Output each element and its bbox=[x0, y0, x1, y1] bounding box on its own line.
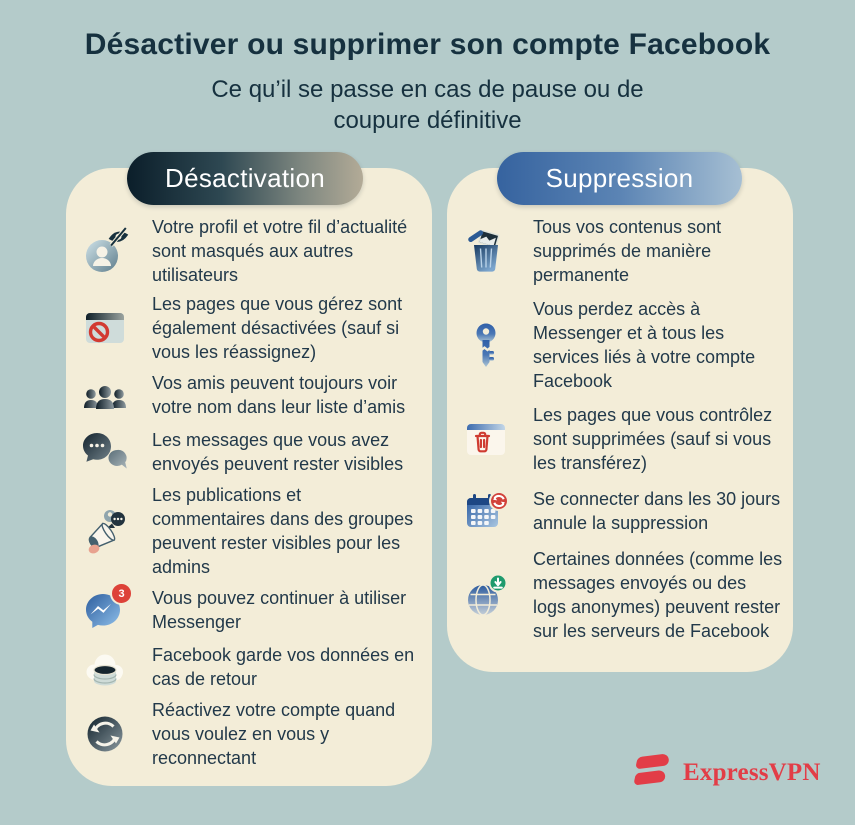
list-item bbox=[461, 215, 783, 287]
hidden-profile-icon bbox=[80, 225, 130, 277]
chat-messages-icon bbox=[80, 426, 130, 478]
reactivate-icon bbox=[80, 708, 130, 760]
item-text: Les messages que vous avez envoyés peuvent rester visibles bbox=[152, 430, 404, 474]
brand-logo bbox=[630, 750, 821, 795]
globe-download-icon bbox=[461, 569, 511, 621]
trash-bin-icon bbox=[461, 225, 511, 277]
list-item bbox=[461, 485, 783, 537]
page-title: Désactiver ou supprimer son compte Facebook bbox=[84, 28, 771, 61]
suppression-header-label: Suppression bbox=[545, 163, 694, 193]
friends-icon bbox=[80, 369, 130, 421]
list-item bbox=[461, 547, 783, 643]
page-subtitle: Ce qu’il se passe en cas de pause ou de coupure définitive bbox=[211, 76, 644, 134]
page-delete-icon bbox=[461, 413, 511, 465]
list-item bbox=[461, 297, 783, 393]
blocked-page-icon bbox=[80, 302, 130, 354]
deactivation-header-label: Désactivation bbox=[165, 163, 325, 193]
item-text: Vos amis peuvent toujours voir votre nom dans leur liste d’amis bbox=[152, 373, 406, 417]
item-text: Certaines données (comme les messages envoyés ou des logs anonymes) peuvent rester sur les serveurs de Facebook bbox=[533, 549, 783, 641]
item-text: Les pages que vous contrôlez sont supprimées (sauf si vous les transférez) bbox=[533, 405, 773, 473]
header bbox=[0, 0, 855, 136]
list-item bbox=[80, 426, 418, 478]
cloud-database-icon bbox=[80, 641, 130, 693]
list-item bbox=[80, 369, 418, 421]
list-item bbox=[80, 483, 418, 579]
suppression-card bbox=[447, 168, 793, 672]
item-text: Facebook garde vos données en cas de retour bbox=[152, 645, 415, 689]
item-text: Votre profil et votre fil d’actualité sont masqués aux autres utilisateurs bbox=[152, 217, 408, 285]
messenger-icon bbox=[80, 584, 130, 636]
item-text: Vous perdez accès à Messenger et à tous les services liés à votre compte Facebook bbox=[533, 299, 756, 391]
item-text: Se connecter dans les 30 jours annule la suppression bbox=[533, 489, 781, 533]
list-item bbox=[80, 292, 418, 364]
item-text: Tous vos contenus sont supprimés de manière permanente bbox=[533, 217, 722, 285]
list-item bbox=[80, 215, 418, 287]
suppression-header-pill bbox=[497, 152, 742, 205]
brand-name: ExpressVPN bbox=[683, 758, 821, 786]
notification-badge: 3 bbox=[110, 582, 133, 605]
calendar-undo-icon bbox=[461, 485, 511, 537]
item-text: Les publications et commentaires dans des groupes peuvent rester visibles pour les admins bbox=[152, 485, 414, 577]
item-text: Réactivez votre compte quand vous voulez en vous y reconnectant bbox=[152, 700, 396, 768]
item-text: Vous pouvez continuer à utiliser Messenger bbox=[152, 588, 407, 632]
list-item bbox=[80, 698, 418, 770]
deactivation-card bbox=[66, 168, 432, 786]
list-item bbox=[80, 584, 418, 636]
list-item bbox=[80, 641, 418, 693]
item-text: Les pages que vous gérez sont également désactivées (sauf si vous les réassignez) bbox=[152, 294, 403, 362]
megaphone-icon bbox=[80, 505, 130, 557]
deactivation-header-pill bbox=[127, 152, 363, 205]
key-icon bbox=[461, 319, 511, 371]
expressvpn-logo-icon bbox=[630, 750, 674, 795]
list-item bbox=[461, 403, 783, 475]
